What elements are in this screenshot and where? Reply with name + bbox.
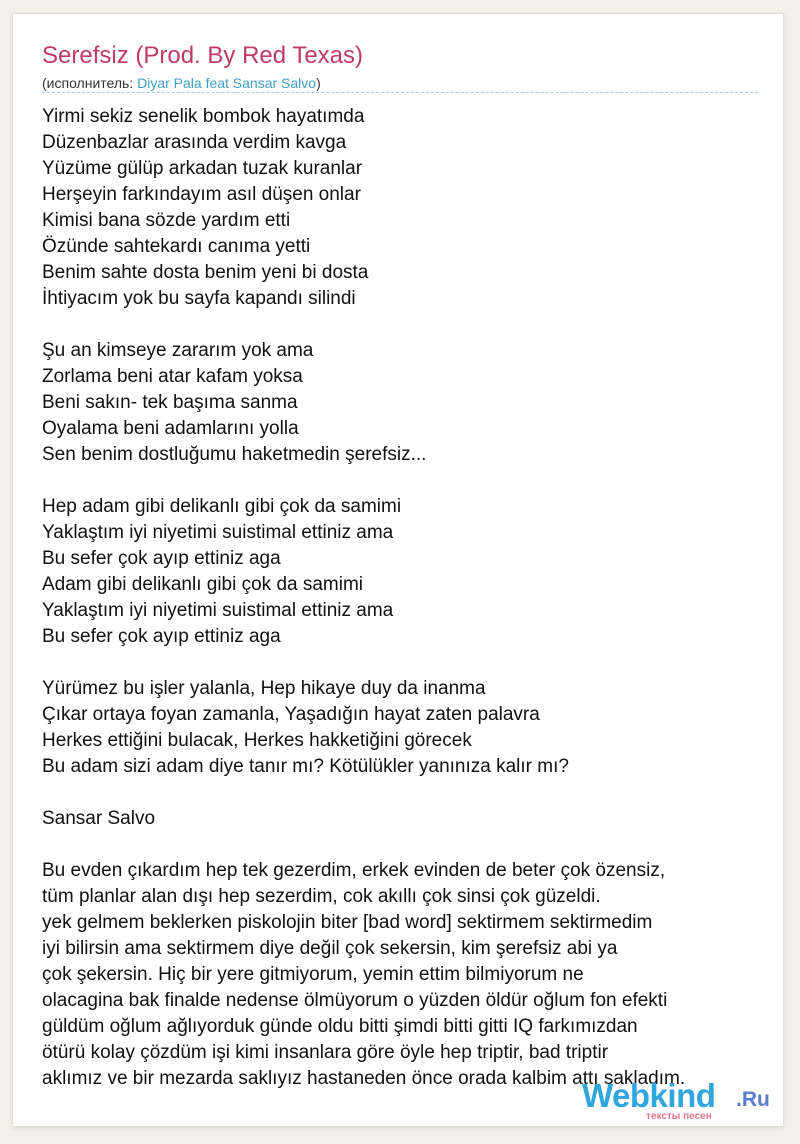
lyric-line: Bu adam sizi adam diye tanır mı? Kötülükler yanınıza kalır mı? xyxy=(42,756,569,777)
lyric-line: Yaklaştım iyi niyetimi suistimal ettiniz ama xyxy=(42,522,394,543)
stanza-break xyxy=(42,468,758,494)
lyric-line: güldüm oğlum ağlıyorduk günde oldu bitti şimdi bitti gitti IQ farkımızdan xyxy=(42,1016,638,1037)
lyric-line: Yüzüme gülüp arkadan tuzak kuranlar xyxy=(42,158,363,179)
lyric-line: Beni sakın- tek başıma sanma xyxy=(42,392,298,413)
lyric-line: tüm planlar alan dışı hep sezerdim, cok akıllı çok sinsi çok güzeldi. xyxy=(42,886,601,907)
lyric-line: Bu sefer çok ayıp ettiniz aga xyxy=(42,626,281,647)
lyrics-body xyxy=(42,104,758,1092)
lyric-line: Yirmi sekiz senelik bombok hayatımda xyxy=(42,106,365,127)
lyric-line: Şu an kimseye zararım yok ama xyxy=(42,340,314,361)
lyric-line: Hep adam gibi delikanlı gibi çok da samimi xyxy=(42,496,402,517)
lyric-line: Düzenbazlar arasında verdim kavga xyxy=(42,132,347,153)
lyric-line: Benim sahte dosta benim yeni bi dosta xyxy=(42,262,369,283)
lyric-line: çok şekersin. Hiç bir yere gitmiyorum, yemin ettim bilmiyorum ne xyxy=(42,964,584,985)
song-title: Serefsiz (Prod. By Red Texas) xyxy=(42,42,364,69)
lyric-line: olacagina bak finalde nedense ölmüyorum o yüzden öldür oğlum fon efekti xyxy=(42,990,668,1011)
lyric-line: Yaklaştım iyi niyetimi suistimal ettiniz ama xyxy=(42,600,394,621)
lyric-line: Kimisi bana sözde yardım etti xyxy=(42,210,291,231)
lyric-line: Özünde sahtekardı canıma yetti xyxy=(42,236,311,257)
stanza-break xyxy=(42,780,758,806)
lyric-line: Oyalama beni adamlarını yolla xyxy=(42,418,299,439)
artist-line xyxy=(42,74,321,92)
lyric-line: Sansar Salvo xyxy=(42,808,156,829)
logo-tld: .Ru xyxy=(736,1088,770,1111)
title-divider xyxy=(42,92,758,93)
lyric-line: Bu evden çıkardım hep tek gezerdim, erkek evinden de beter çok özensiz, xyxy=(42,860,666,881)
artist-suffix: ) xyxy=(316,75,321,91)
lyric-line: İhtiyacım yok bu sayfa kapandı silindi xyxy=(42,288,356,309)
artist-prefix: (исполнитель: xyxy=(42,75,138,91)
lyric-line: iyi bilirsin ama sektirmem diye değil çok sekersin, kim şerefsiz abi ya xyxy=(42,938,618,959)
stanza-break xyxy=(42,312,758,338)
lyric-line: Herşeyin farkındayım asıl düşen onlar xyxy=(42,184,361,205)
lyric-line: Çıkar ortaya foyan zamanla, Yaşadığın hayat zaten palavra xyxy=(42,704,540,725)
artist-link[interactable]: Diyar Pala feat Sansar Salvo xyxy=(137,75,317,91)
lyric-line: ötürü kolay çözdüm işi kimi insanlara göre öyle hep triptir, bad triptir xyxy=(42,1042,609,1063)
stanza-break xyxy=(42,832,758,858)
lyric-line: Sen benim dostluğumu haketmedin şerefsiz... xyxy=(42,444,427,465)
logo-brand: Webkind xyxy=(582,1077,716,1114)
lyric-line: Bu sefer çok ayıp ettiniz aga xyxy=(42,548,281,569)
lyric-line: yek gelmem beklerken piskolojin biter [bad word] sektirmem sektirmedim xyxy=(42,912,653,933)
logo-tagline: тексты песен xyxy=(646,1111,712,1122)
lyric-line: Adam gibi delikanlı gibi çok da samimi xyxy=(42,574,364,595)
lyric-line: Yürümez bu işler yalanla, Hep hikaye duy da inanma xyxy=(42,678,486,699)
lyric-line: aklımız ve bir mezarda saklıyız hastaneden önce orada kalbim attı sakladım. xyxy=(42,1068,686,1089)
lyric-line: Herkes ettiğini bulacak, Herkes hakketiğini görecek xyxy=(42,730,472,751)
lyric-line: Zorlama beni atar kafam yoksa xyxy=(42,366,303,387)
stanza-break xyxy=(42,650,758,676)
webkind-logo xyxy=(582,1077,778,1125)
